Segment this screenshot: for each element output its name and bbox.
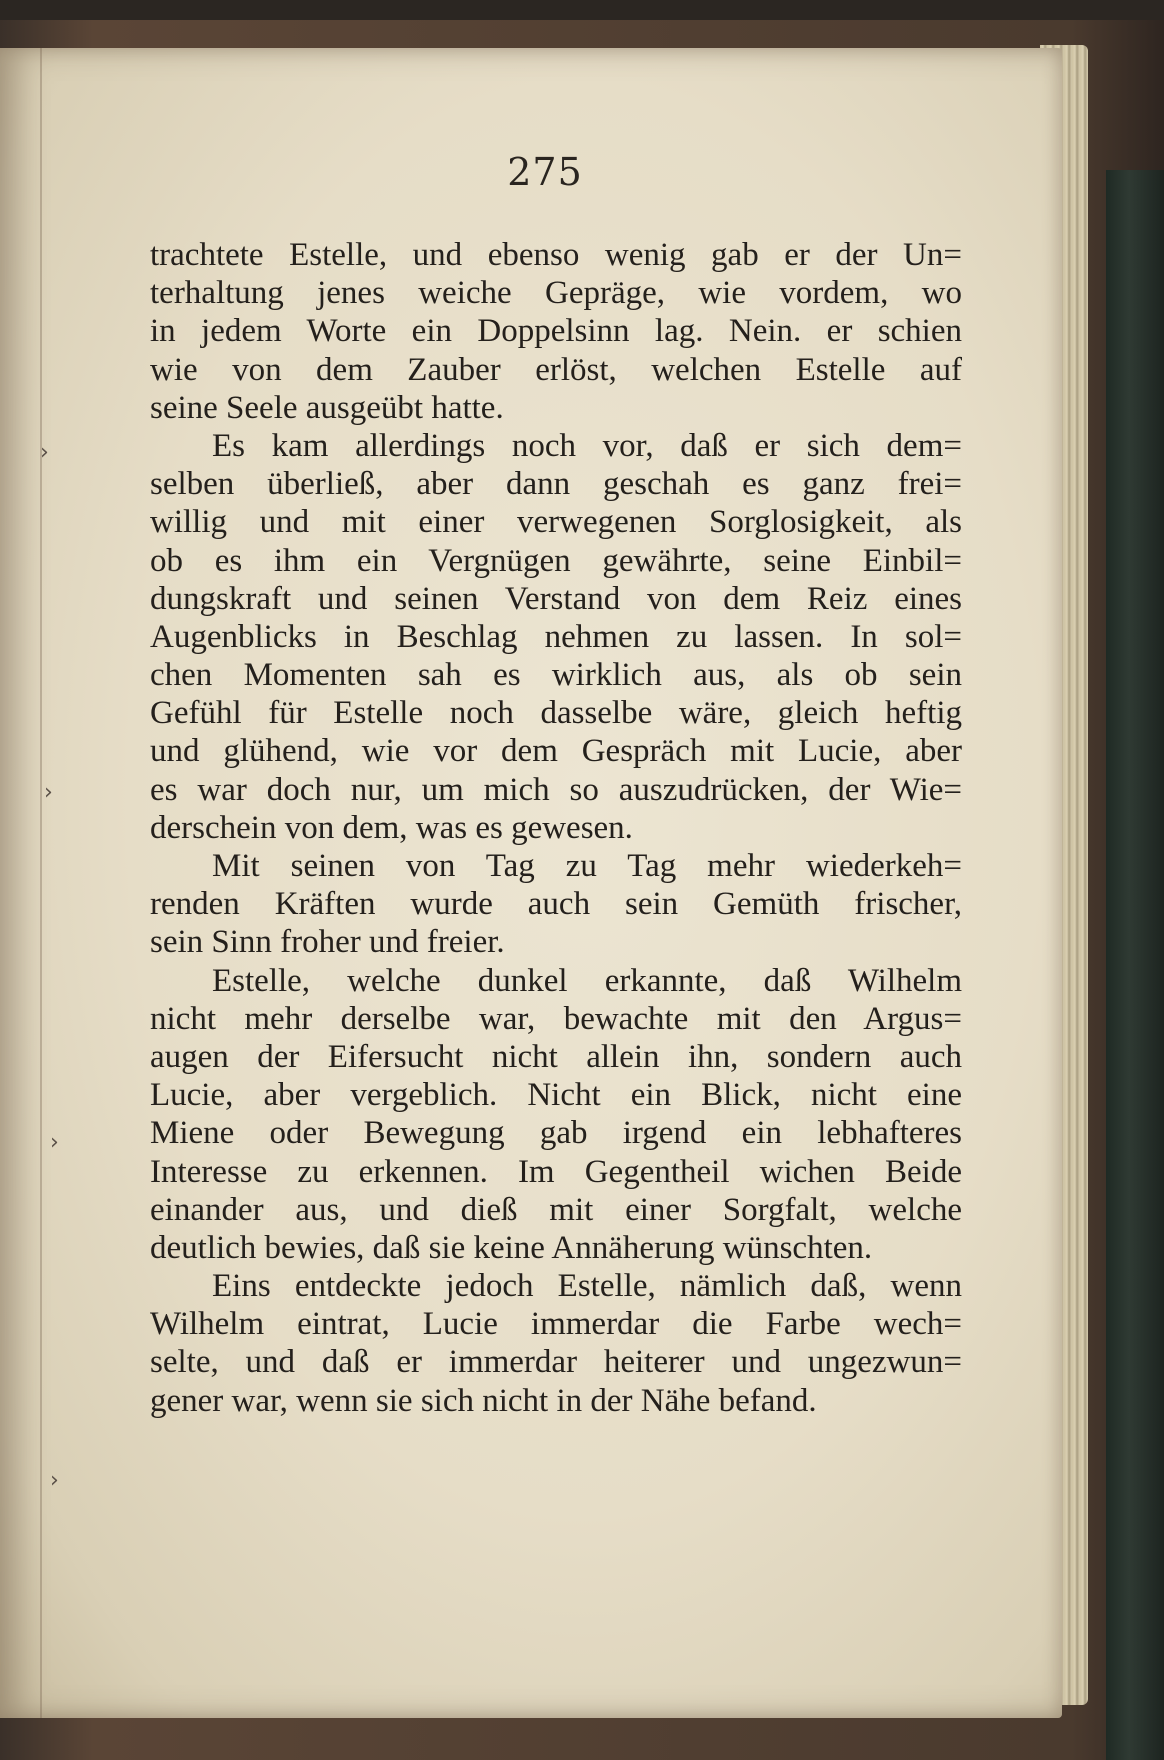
margin-mark: › [44,780,53,805]
page-number: 275 [507,150,583,194]
text-line: Lucie, aber vergeblich. Nicht ein Blick, nicht eine [150,1077,962,1114]
margin-mark: › [50,1130,59,1155]
text-line: dungskraft und seinen Verstand von dem Reiz eines [150,580,962,617]
text-line: trachtete Estelle, und ebenso wenig gab er der Un= [150,237,962,273]
text-line: ob es ihm ein Vergnügen gewährte, seine Einbil= [150,542,962,579]
text-line: Estelle, welche dunkel erkannte, daß Wilhelm [212,962,962,999]
page-gutter [40,48,42,1718]
text-line: terhaltung jenes weiche Gepräge, wie vordem, wo [150,275,962,312]
text-line: Es kam allerdings noch vor, daß er sich dem= [212,427,962,464]
text-line: einander aus, und dieß mit einer Sorgfalt, welche [150,1191,962,1228]
text-line: Wilhelm eintrat, Lucie immerdar die Farbe wech= [150,1306,962,1343]
text-line: sein Sinn froher und freier. [150,924,505,961]
text-line: willig und mit einer verwegenen Sorglosigkeit, als [150,504,962,541]
book-spine [1106,170,1164,1760]
text-line: deutlich bewies, daß sie keine Annäherung wünschten. [150,1229,873,1266]
text-line: gener war, wenn sie sich nicht in der Nähe befand. [150,1382,817,1419]
text-line: nicht mehr derselbe war, bewachte mit den Argus= [150,1000,962,1037]
text-line: in jedem Worte ein Doppelsinn lag. Nein. er schien [150,313,962,350]
margin-mark: › [50,1468,59,1493]
text-line: Mit seinen von Tag zu Tag mehr wiederkeh= [212,848,962,884]
text-line: derschein von dem, was es gewesen. [150,809,633,846]
text-line: es war doch nur, um mich so auszudrücken, der Wie= [150,771,962,808]
text-line: Interesse zu erkennen. Im Gegentheil wichen Beide [150,1153,962,1190]
text-line: und glühend, wie vor dem Gespräch mit Lucie, aber [150,733,962,770]
text-line: Augenblicks in Beschlag nehmen zu lassen. In sol= [150,618,962,655]
text-line: selte, und daß er immerdar heiterer und ungezwun= [150,1344,962,1381]
text-line: Gefühl für Estelle noch dasselbe wäre, gleich heftig [150,695,962,732]
body-text [150,236,962,1420]
text-line: chen Momenten sah es wirklich aus, als ob sein [150,657,962,694]
text-line: augen der Eifersucht nicht allein ihn, sondern auch [150,1038,962,1075]
text-line: renden Kräften wurde auch sein Gemüth frischer, [150,886,962,923]
margin-mark: › [40,440,49,465]
text-line: Miene oder Bewegung gab irgend ein lebhafteres [150,1115,962,1152]
text-line: wie von dem Zauber erlöst, welchen Estelle auf [150,351,962,388]
text-line: selben überließ, aber dann geschah es ganz frei= [150,466,962,503]
text-line: Eins entdeckte jedoch Estelle, nämlich daß, wenn [212,1268,962,1305]
text-line: seine Seele ausgeübt hatte. [150,389,504,426]
